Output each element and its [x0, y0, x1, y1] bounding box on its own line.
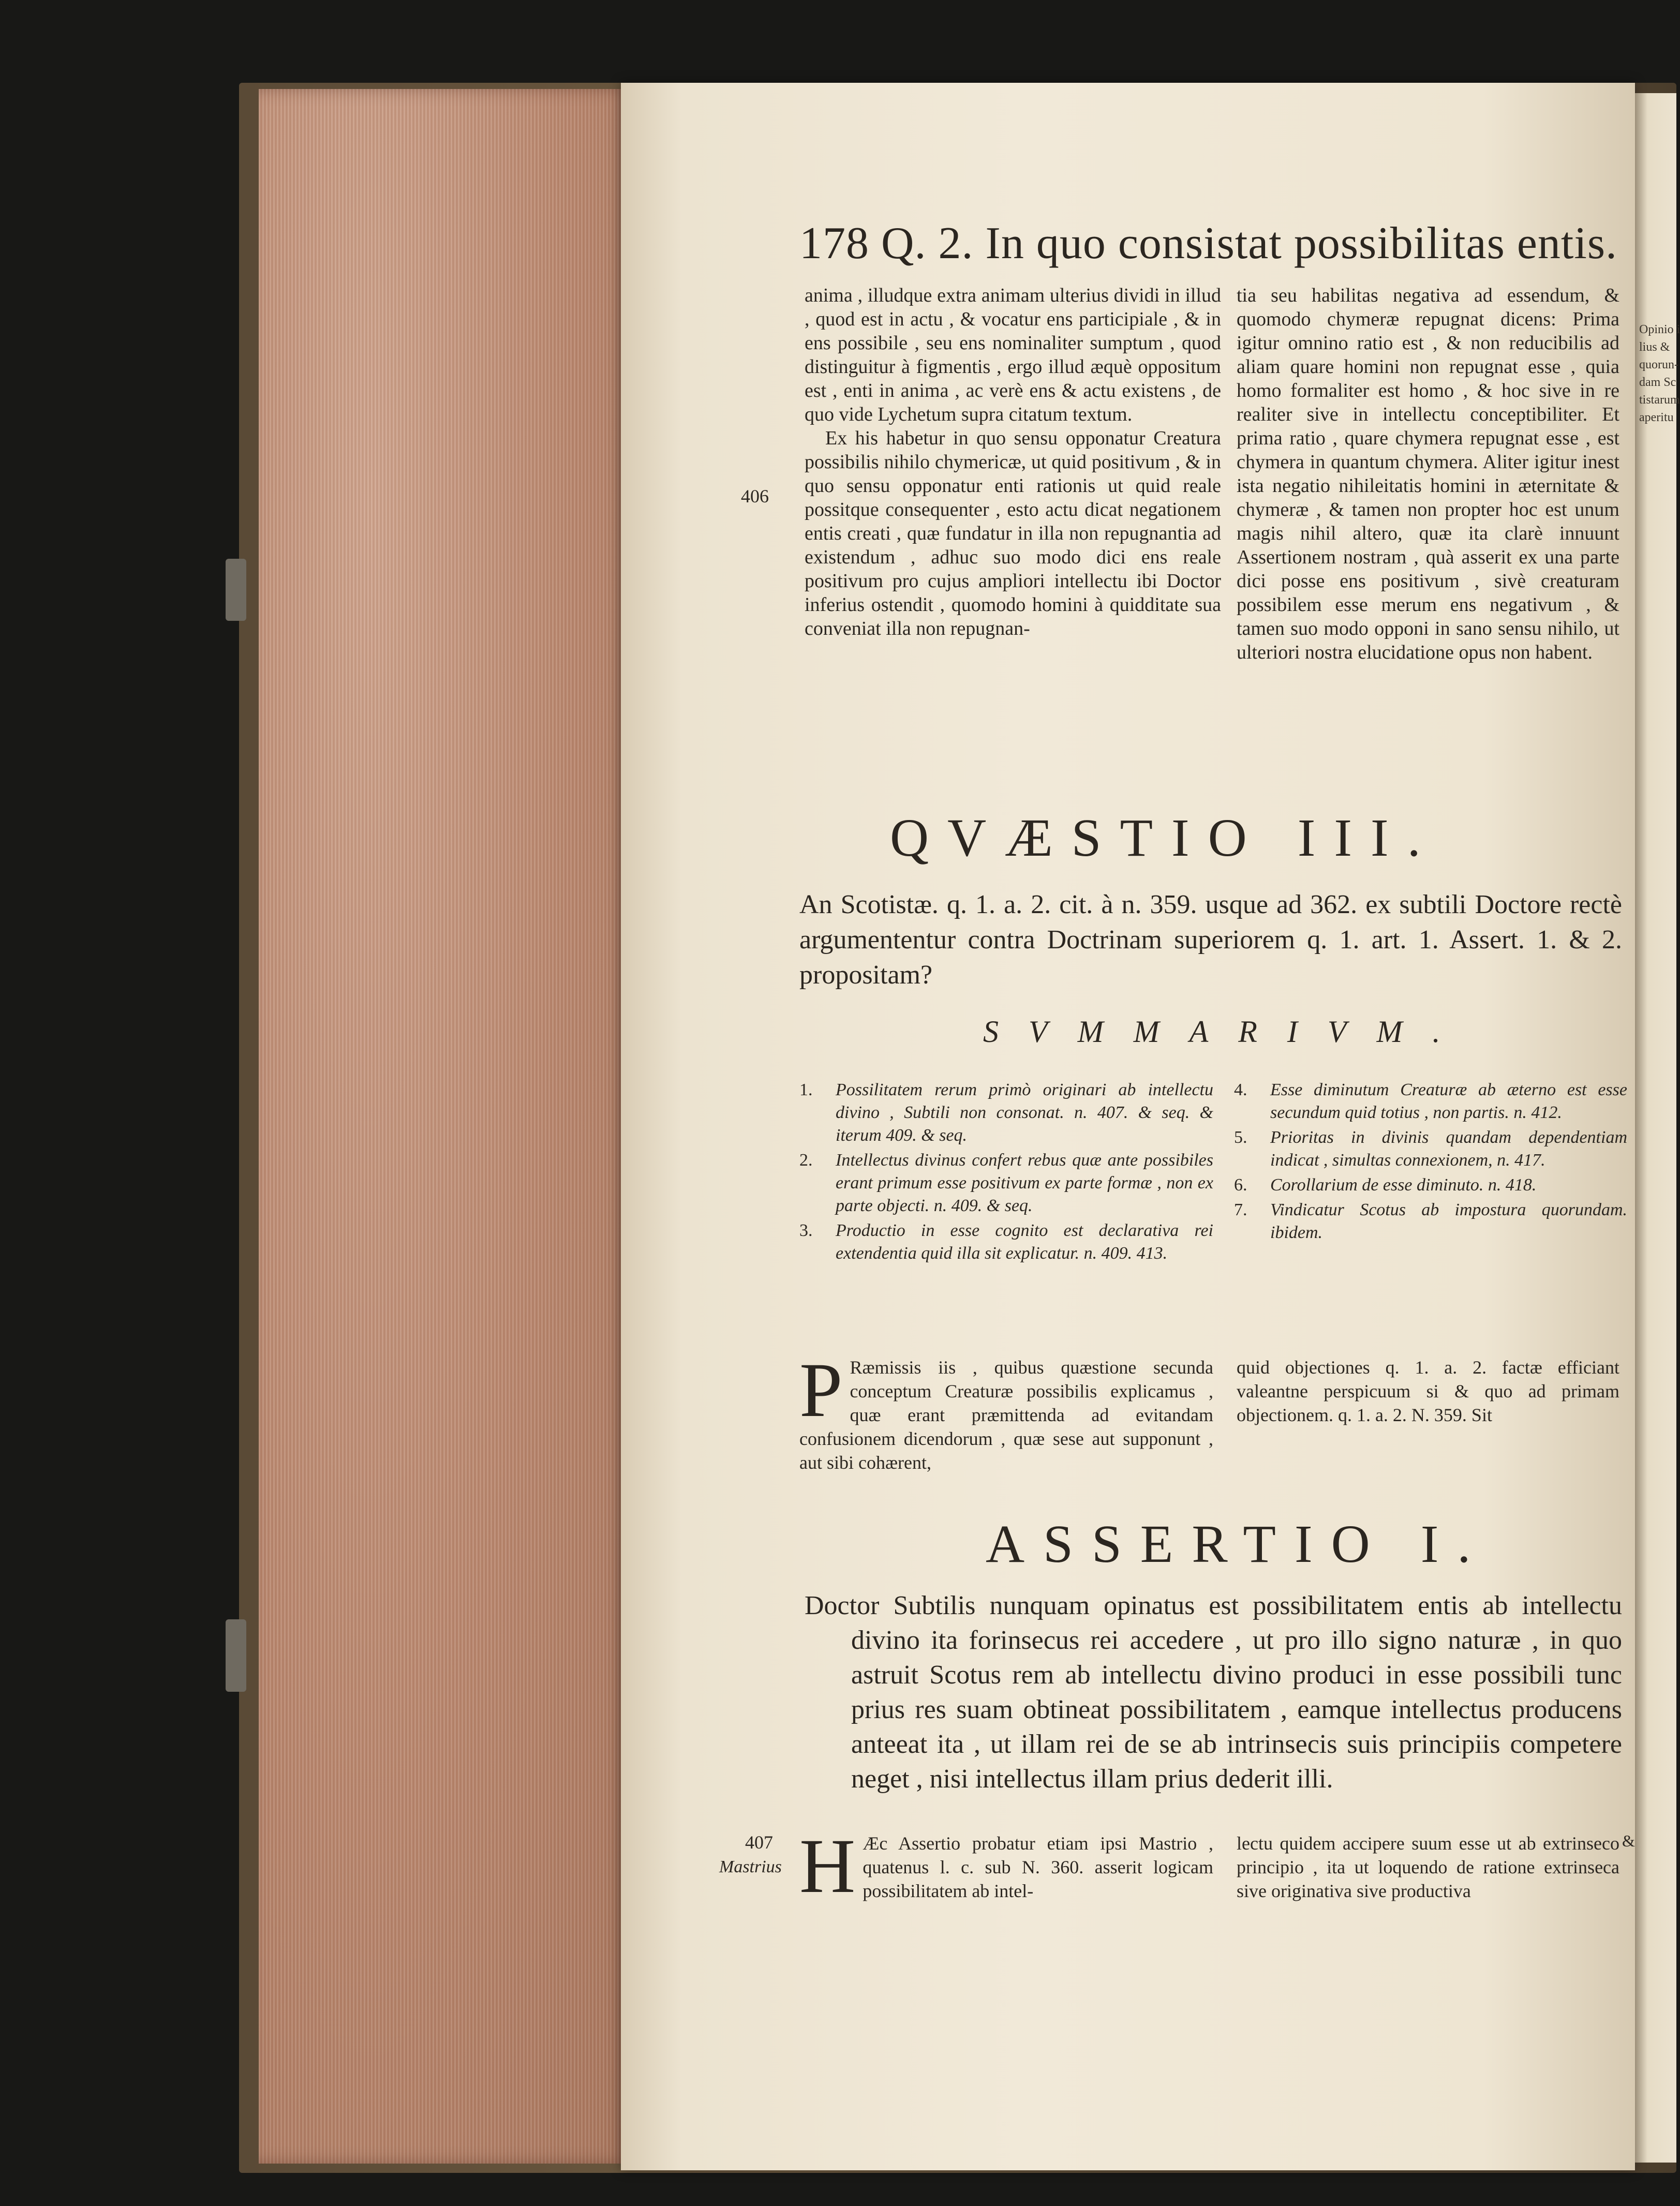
- summarium-heading: SVMMARIVM.: [983, 1015, 1470, 1049]
- summary-item: [1234, 1174, 1627, 1197]
- assertion-text: [805, 1588, 1622, 1796]
- margin-note-mastrius: Mastrius: [719, 1857, 782, 1876]
- right-column-para: tia seu habilitas negativa ad essendum, & quomodo chymeræ repugnat dicens: Prima igitur omnino ratio est , & non reducibilis ad aliam quare homini non repugnat esse , quia homo formaliter est homo , & hoc sive in re realiter sive in intellectu conceptibiliter. Et prima ratio , quare chymera repugnat esse , est chymera in quantum chymera. Aliter igitur inest ista negatio nihileitatis homini in æternitate & chymeræ , & tamen non propter hoc est unum magis nihil altero, quæ ita clarè innuunt Assertionem nostram , quà asserit ex una parte dici posse ens positivum , sivè creaturam possibilem esse merum ens negativum , & tamen suo modo opponi in sano sensu nihilo, ut ulteriori nostra elucidatione opus non habent.: [1237, 285, 1619, 663]
- right-column: [1237, 284, 1619, 664]
- summary-number: 7.: [1234, 1200, 1247, 1219]
- question-text: An Scotistæ. q. 1. a. 2. cit. à n. 359. usque ad 362. ex subtili Doctore rectè argumententur contra Doctrinam superiorem q. 1. art. 1. Assert. 1. & 2. propositam?: [799, 890, 1622, 990]
- running-header: 178 Q. 2. In quo consistat possibilitas entis.: [799, 218, 1618, 269]
- margin-number-406: 406: [741, 486, 769, 506]
- summary-text: Prioritas in divinis quandam dependentiam indicat , simultas connexionem, n. 417.: [1270, 1128, 1627, 1170]
- final-text: Æc Assertio probatur etiam ipsi Mastrio , quatenus l. c. sub N. 360. asserit logicam possibilitatem ab intel-: [863, 1833, 1213, 1901]
- summary-item: [1234, 1199, 1627, 1244]
- summary-number: 2.: [799, 1151, 813, 1170]
- left-column-para-2: Ex his habetur in quo sensu opponatur Creatura possibilis nihilo chymericæ, ut quid positivum , & in quo sensu opponatur enti rationis ut quid reale possitque consequenter , esto actu dicat negationem entis creati , quæ fundatur in illa non repugnantia ad existendum , adhuc suo modo dici ens reale positivum pro cujus ampliori intellectu ibi Doctor inferius ostendit , quomodo homini à quidditate sua conveniat illa non repugnan-: [805, 427, 1221, 639]
- intro-text: Ræmissis iis , quibus quæstione secunda conceptum Creaturæ possibilis explicamus , quæ erant præmittenda ad evitandam confusionem dicendorum , quæ sese aut supponunt , aut sibi cohærent,: [799, 1357, 1213, 1473]
- clasp-bottom: [226, 1619, 246, 1692]
- drop-cap: P: [799, 1347, 843, 1433]
- summarium-left: [799, 1079, 1213, 1267]
- summary-item: [1234, 1079, 1627, 1124]
- side-notes: [1639, 321, 1680, 426]
- clasp-top: [226, 559, 246, 621]
- drop-cap: H: [799, 1823, 856, 1909]
- summary-number: 1.: [799, 1080, 813, 1099]
- summary-text: Productio in esse cognito est declarativa rei extendentia quid illa sit explicatur. n. 409. 413.: [836, 1221, 1213, 1263]
- summary-item: [1234, 1126, 1627, 1172]
- final-left-column: [799, 1823, 1213, 1909]
- summary-number: 4.: [1234, 1080, 1247, 1099]
- summary-text: Intellectus divinus confert rebus quæ ante possibiles erant primum esse positivum ex parte formæ , non ex parte objecti. n. 409. & seq.: [836, 1151, 1213, 1215]
- summary-number: 5.: [1234, 1128, 1247, 1147]
- intro-right-column: quid objectiones q. 1. a. 2. factæ efficiant valeantne perspicuum si & quo ad primam objectionem. q. 1. a. 2. N. 359. Sit: [1237, 1357, 1619, 1425]
- summary-item: [799, 1219, 1213, 1265]
- summary-text: Possilitatem rerum primò originari ab intellectu divino , Subtili non consonat. n. 407. & seq. & iterum 409. & seq.: [836, 1080, 1213, 1145]
- summary-text: Esse diminutum Creaturæ ab æterno est esse secundum quid totius , non partis. n. 412.: [1270, 1080, 1627, 1122]
- final-right-column: lectu quidem accipere suum esse ut ab extrinseco principio , ita ut loquendo de ratione extrinseca sive originativa sive productiva: [1237, 1833, 1619, 1901]
- assertio-heading: ASSERTIO I.: [986, 1514, 1490, 1574]
- margin-number-407: 407: [745, 1832, 773, 1853]
- summary-text: Corollarium de esse diminuto. n. 418.: [1270, 1175, 1537, 1195]
- quaestio-heading: QVÆSTIO III.: [890, 808, 1439, 868]
- left-column: [805, 284, 1221, 640]
- side-note: lius &: [1639, 340, 1670, 354]
- side-note: quorun-: [1639, 358, 1678, 371]
- page-edges: [259, 89, 631, 2164]
- summary-text: Vindicatur Scotus ab impostura quorundam. ibidem.: [1270, 1200, 1627, 1242]
- page-mark: &: [1622, 1831, 1635, 1850]
- summary-number: 6.: [1234, 1175, 1247, 1195]
- side-note: Opinio i: [1639, 323, 1680, 336]
- side-note: dam Sc: [1639, 376, 1676, 389]
- left-column-para-1: anima , illudque extra animam ulterius dividi in illud , quod est in actu , & vocatur ens participiale , & in ens possibile , seu ens nominaliter sumptum , quod distinguitur à figmentis , ergo illud æquè oppositum est , enti in anima , ac verè ens & actu existens , de quo vide Lychetum supra citatum textum.: [805, 285, 1221, 425]
- side-note: tistarum: [1639, 393, 1680, 407]
- intro-left-column: [799, 1347, 1213, 1474]
- side-note: aperitu: [1639, 411, 1674, 424]
- assertion-body: Doctor Subtilis nunquam opinatus est possibilitatem entis ab intellectu divino ita forinsecus rei accedere , ut pro illo signo naturæ , in quo astruit Scotus rem ab intellectu divino produci in esse possibili tunc prius res suam obtineat possibilitatem , eamque intellectus producens anteeat ita , ut illam rei de se ab intrinsecis suis principiis competere neget , nisi intellectus illam prius dederit illi.: [805, 1591, 1622, 1794]
- summary-item: [799, 1079, 1213, 1147]
- summary-item: [799, 1149, 1213, 1217]
- summarium-right: [1234, 1079, 1627, 1246]
- summary-number: 3.: [799, 1221, 813, 1240]
